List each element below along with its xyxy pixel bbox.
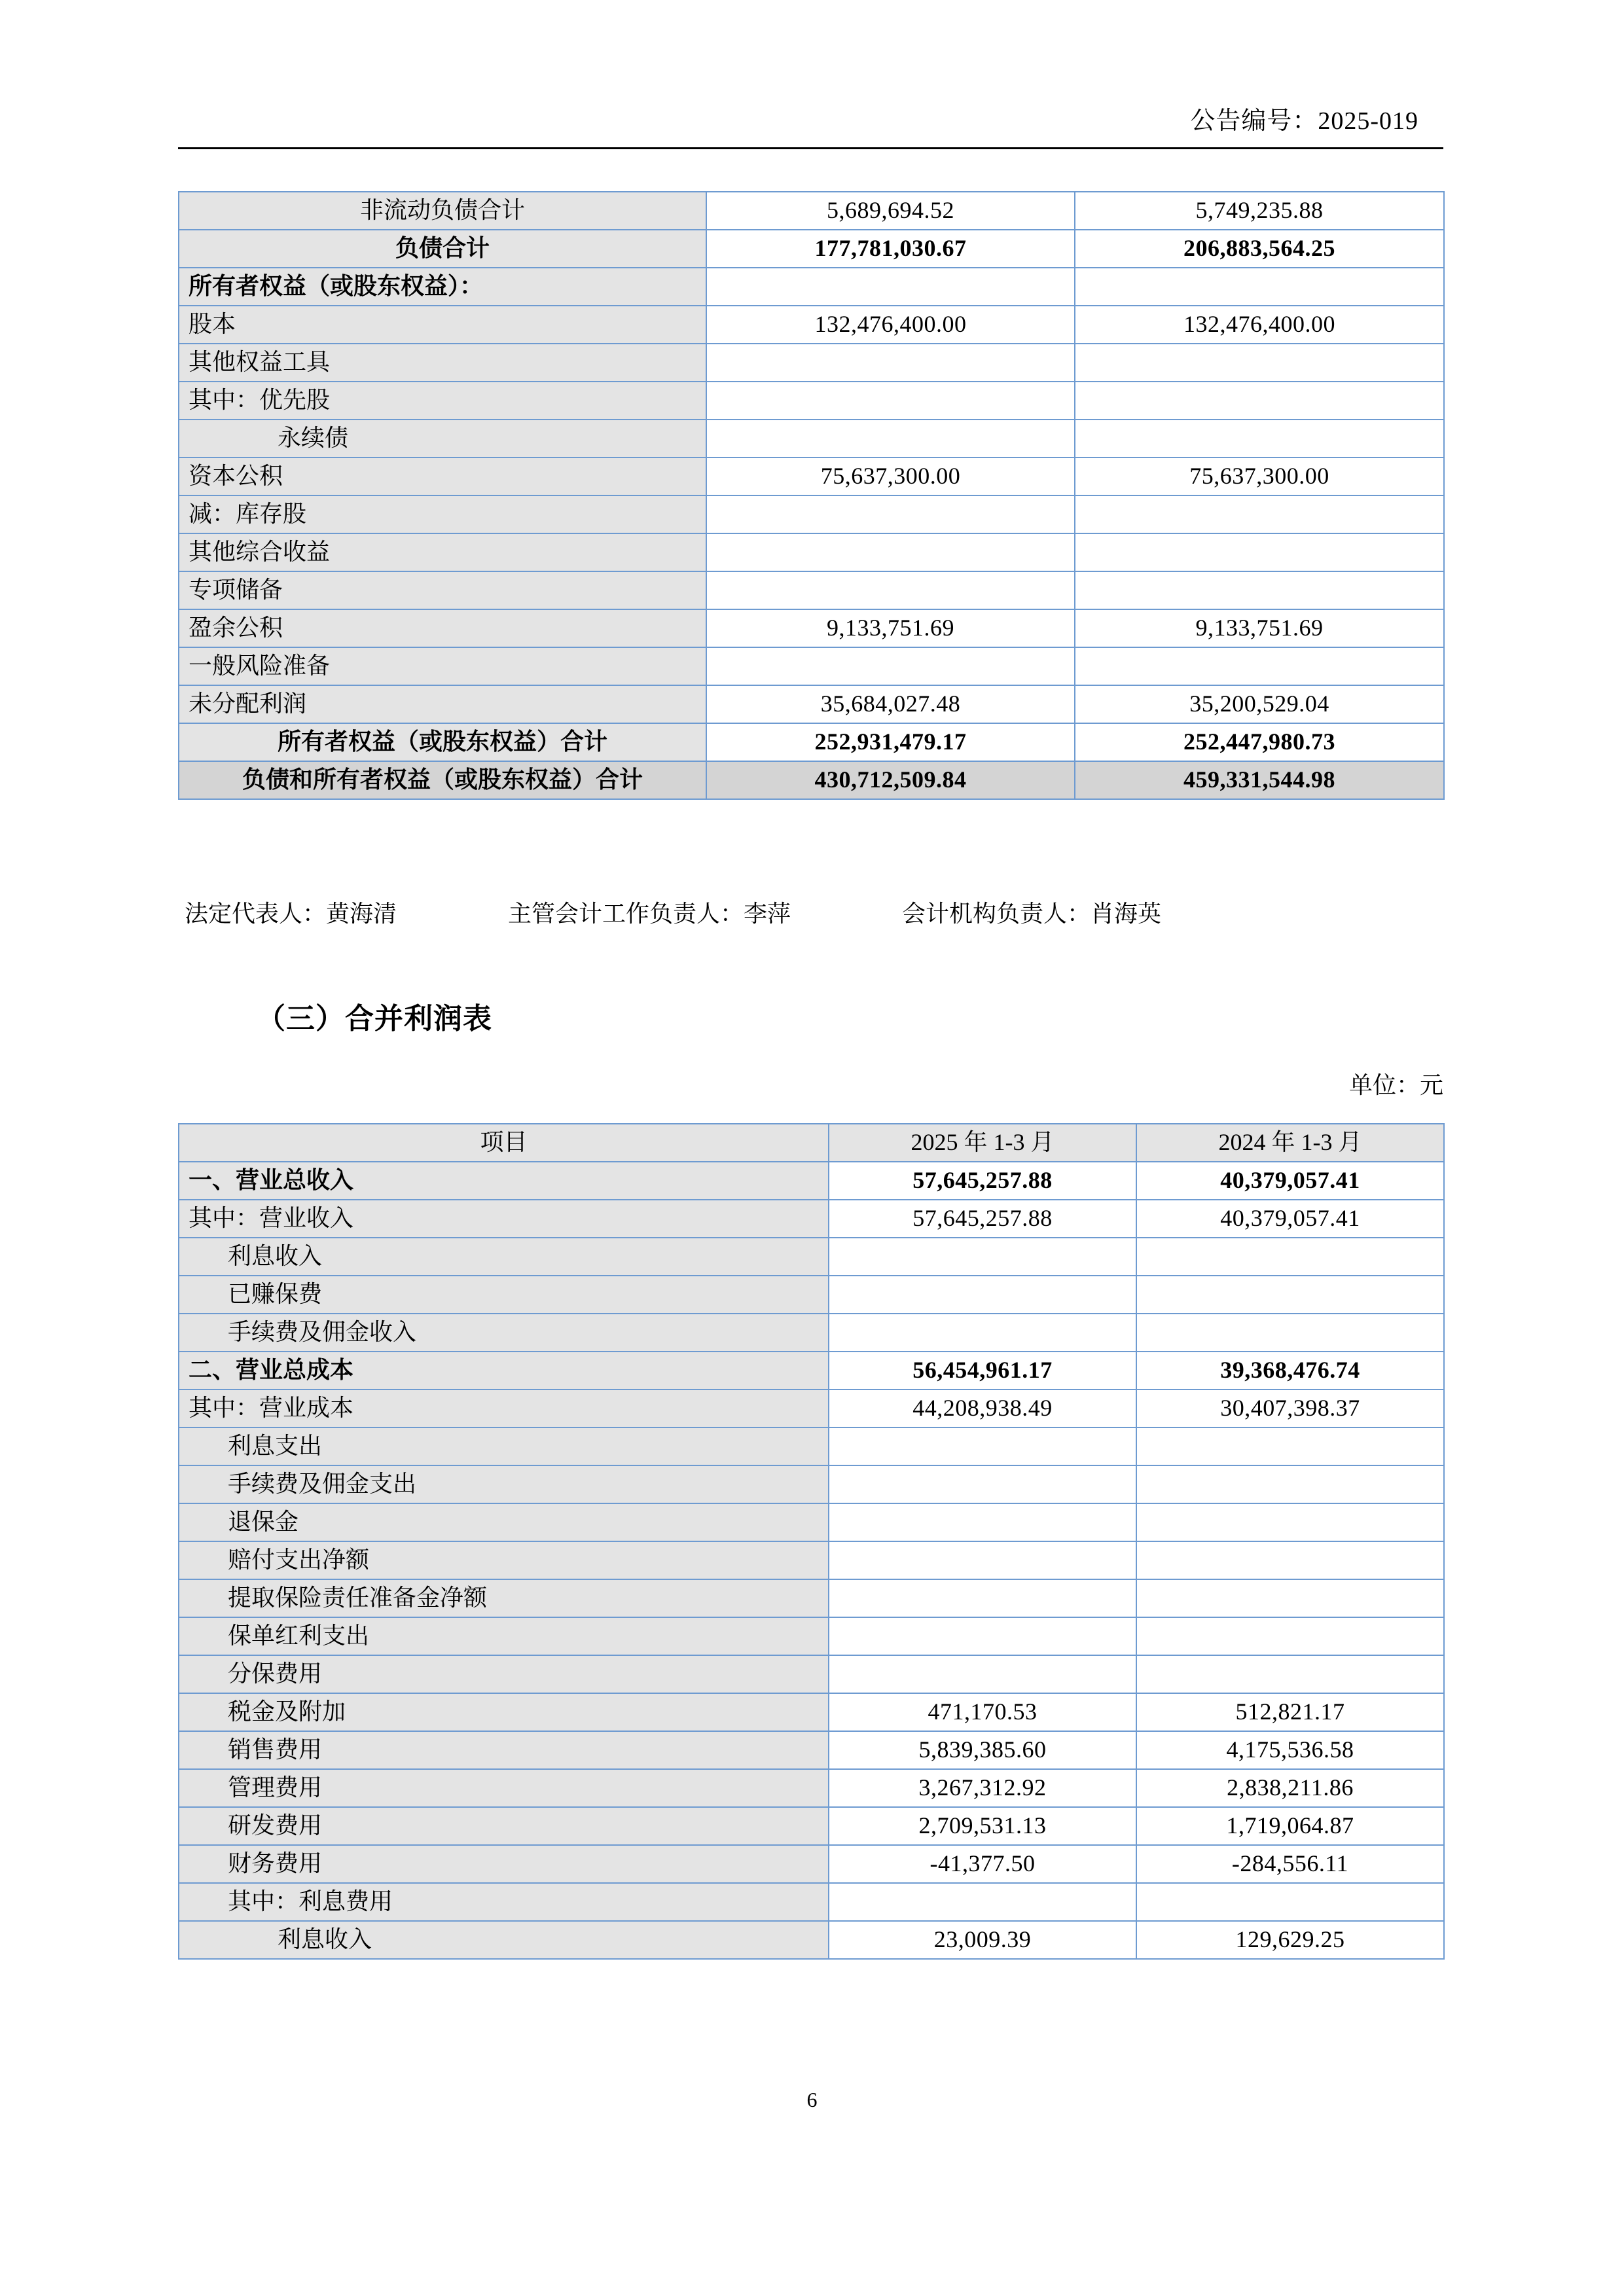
legal-representative: 法定代表人：黄海清: [185, 901, 397, 927]
row-value-prior: [1136, 1579, 1444, 1617]
row-value-prior: [1075, 647, 1444, 685]
row-value-prior: 75,637,300.00: [1075, 457, 1444, 495]
row-value-prior: 30,407,398.37: [1136, 1390, 1444, 1427]
row-value-prior: 512,821.17: [1136, 1693, 1444, 1731]
table-row: [179, 685, 1444, 723]
row-value-current: [829, 1579, 1136, 1617]
table-row: [179, 1162, 1444, 1200]
row-value-current: 23,009.39: [829, 1921, 1136, 1959]
row-label: 其中：利息费用: [179, 1883, 829, 1921]
row-value-current: [706, 344, 1075, 382]
row-label: 其他权益工具: [179, 344, 706, 382]
row-value-current: 252,931,479.17: [706, 723, 1075, 761]
row-value-prior: [1075, 344, 1444, 382]
row-label: 销售费用: [179, 1731, 829, 1769]
table-row: [179, 1465, 1444, 1503]
row-label: 手续费及佣金收入: [179, 1314, 829, 1352]
row-label: 盈余公积: [179, 609, 706, 647]
row-label: 财务费用: [179, 1845, 829, 1883]
table-row: [179, 344, 1444, 382]
row-value-prior: [1136, 1314, 1444, 1352]
table-row: [179, 306, 1444, 344]
row-label: 分保费用: [179, 1655, 829, 1693]
table-row: [179, 723, 1444, 761]
row-label: 税金及附加: [179, 1693, 829, 1731]
row-value-current: 35,684,027.48: [706, 685, 1075, 723]
row-value-current: 5,689,694.52: [706, 192, 1075, 230]
row-value-prior: [1136, 1503, 1444, 1541]
table-row: [179, 1200, 1444, 1238]
row-label: 提取保险责任准备金净额: [179, 1579, 829, 1617]
row-value-prior: [1136, 1465, 1444, 1503]
table-row: [179, 268, 1444, 306]
row-value-prior: [1136, 1238, 1444, 1276]
page-header: [178, 105, 1443, 149]
row-label: 退保金: [179, 1503, 829, 1541]
row-value-current: [829, 1314, 1136, 1352]
row-value-current: 9,133,751.69: [706, 609, 1075, 647]
table-row: [179, 647, 1444, 685]
row-value-current: [706, 495, 1075, 533]
row-value-prior: 459,331,544.98: [1075, 761, 1444, 799]
row-label: 管理费用: [179, 1769, 829, 1807]
row-value-prior: [1075, 533, 1444, 571]
row-label: 一、营业总收入: [179, 1162, 829, 1200]
table-row: [179, 1276, 1444, 1314]
table-row: [179, 457, 1444, 495]
row-label: 资本公积: [179, 457, 706, 495]
table-header-row: [179, 1124, 1444, 1162]
balance-sheet-table: [178, 191, 1445, 800]
table-row: [179, 420, 1444, 457]
row-label: 非流动负债合计: [179, 192, 706, 230]
row-value-prior: 132,476,400.00: [1075, 306, 1444, 344]
row-label: 其他综合收益: [179, 533, 706, 571]
row-value-current: 132,476,400.00: [706, 306, 1075, 344]
row-value-prior: [1136, 1541, 1444, 1579]
row-label: 二、营业总成本: [179, 1352, 829, 1390]
row-value-current: [706, 420, 1075, 457]
column-header-2: 2024 年 1-3 月: [1136, 1124, 1444, 1162]
row-value-current: [706, 571, 1075, 609]
balance-sheet-body: [179, 192, 1444, 799]
row-value-current: -41,377.50: [829, 1845, 1136, 1883]
row-value-current: 75,637,300.00: [706, 457, 1075, 495]
row-value-prior: [1136, 1883, 1444, 1921]
row-value-prior: 39,368,476.74: [1136, 1352, 1444, 1390]
row-label: 未分配利润: [179, 685, 706, 723]
row-value-prior: 9,133,751.69: [1075, 609, 1444, 647]
row-value-prior: 1,719,064.87: [1136, 1807, 1444, 1845]
table-row: [179, 1921, 1444, 1959]
row-value-current: [829, 1883, 1136, 1921]
row-value-current: [829, 1238, 1136, 1276]
table-row: [179, 1352, 1444, 1390]
table-row: [179, 1693, 1444, 1731]
row-value-current: [829, 1617, 1136, 1655]
row-value-current: 430,712,509.84: [706, 761, 1075, 799]
column-header-1: 2025 年 1-3 月: [829, 1124, 1136, 1162]
table-row: [179, 1845, 1444, 1883]
row-value-prior: [1136, 1655, 1444, 1693]
row-value-current: 44,208,938.49: [829, 1390, 1136, 1427]
row-value-current: 57,645,257.88: [829, 1162, 1136, 1200]
row-value-prior: 4,175,536.58: [1136, 1731, 1444, 1769]
table-row: [179, 1579, 1444, 1617]
row-label: 已赚保费: [179, 1276, 829, 1314]
row-value-prior: [1136, 1617, 1444, 1655]
row-label: 所有者权益（或股东权益）：: [179, 268, 706, 306]
table-row: [179, 609, 1444, 647]
row-value-current: [829, 1503, 1136, 1541]
row-value-prior: [1075, 420, 1444, 457]
page-number: 6: [806, 2088, 818, 2111]
row-label: 所有者权益（或股东权益）合计: [179, 723, 706, 761]
row-value-current: 2,709,531.13: [829, 1807, 1136, 1845]
row-value-prior: [1075, 495, 1444, 533]
row-label: 其中：营业成本: [179, 1390, 829, 1427]
row-value-prior: [1075, 571, 1444, 609]
row-label: 保单红利支出: [179, 1617, 829, 1655]
income-statement-table: [178, 1123, 1445, 1960]
table-row: [179, 192, 1444, 230]
table-row: [179, 382, 1444, 420]
row-label: 负债和所有者权益（或股东权益）合计: [179, 761, 706, 799]
row-label: 一般风险准备: [179, 647, 706, 685]
row-value-current: [706, 382, 1075, 420]
row-value-current: 3,267,312.92: [829, 1769, 1136, 1807]
row-label: 负债合计: [179, 230, 706, 268]
table-row: [179, 1883, 1444, 1921]
row-value-current: [706, 268, 1075, 306]
table-row: [179, 1238, 1444, 1276]
accounting-officer: 主管会计工作负责人：李萍: [508, 901, 791, 927]
row-label: 利息支出: [179, 1427, 829, 1465]
section-heading: （三）合并利润表: [257, 1003, 492, 1035]
row-value-prior: 5,749,235.88: [1075, 192, 1444, 230]
row-value-current: [829, 1276, 1136, 1314]
table-row: [179, 1769, 1444, 1807]
row-value-prior: [1075, 268, 1444, 306]
table-row: [179, 495, 1444, 533]
row-value-current: [829, 1427, 1136, 1465]
row-label: 其中：优先股: [179, 382, 706, 420]
announcement-code: 公告编号：2025-019: [1190, 107, 1418, 135]
table-row: [179, 1731, 1444, 1769]
row-value-current: [706, 533, 1075, 571]
row-value-prior: 40,379,057.41: [1136, 1200, 1444, 1238]
table-row: [179, 1617, 1444, 1655]
table-row: [179, 1541, 1444, 1579]
row-label: 赔付支出净额: [179, 1541, 829, 1579]
row-value-current: 56,454,961.17: [829, 1352, 1136, 1390]
table-row: [179, 230, 1444, 268]
row-value-prior: 206,883,564.25: [1075, 230, 1444, 268]
row-label: 专项储备: [179, 571, 706, 609]
row-value-prior: [1075, 382, 1444, 420]
row-label: 股本: [179, 306, 706, 344]
row-label: 利息收入: [179, 1921, 829, 1959]
row-value-prior: 35,200,529.04: [1075, 685, 1444, 723]
row-label: 减：库存股: [179, 495, 706, 533]
header-divider: [178, 147, 1443, 149]
table-row: [179, 1503, 1444, 1541]
table-row: [179, 1655, 1444, 1693]
signatory-line: [178, 895, 1443, 929]
table-row: [179, 1807, 1444, 1845]
income-statement-body: [179, 1124, 1444, 1959]
row-label: 手续费及佣金支出: [179, 1465, 829, 1503]
table-row: [179, 1314, 1444, 1352]
row-value-prior: -284,556.11: [1136, 1845, 1444, 1883]
row-value-prior: 2,838,211.86: [1136, 1769, 1444, 1807]
row-value-prior: [1136, 1427, 1444, 1465]
row-label: 永续债: [179, 420, 706, 457]
row-value-current: 5,839,385.60: [829, 1731, 1136, 1769]
table-row: [179, 1427, 1444, 1465]
table-row: [179, 1390, 1444, 1427]
table-row: [179, 533, 1444, 571]
row-value-current: [829, 1541, 1136, 1579]
row-value-prior: [1136, 1276, 1444, 1314]
row-value-current: [706, 647, 1075, 685]
row-value-current: 57,645,257.88: [829, 1200, 1136, 1238]
row-value-current: 177,781,030.67: [706, 230, 1075, 268]
row-label: 其中：营业收入: [179, 1200, 829, 1238]
column-header-0: 项目: [179, 1124, 829, 1162]
row-value-prior: 129,629.25: [1136, 1921, 1444, 1959]
row-value-prior: 252,447,980.73: [1075, 723, 1444, 761]
row-label: 研发费用: [179, 1807, 829, 1845]
table-row: [179, 761, 1444, 799]
row-value-current: 471,170.53: [829, 1693, 1136, 1731]
table-row: [179, 571, 1444, 609]
unit-label: 单位：元: [1348, 1072, 1443, 1098]
accounting-institution-head: 会计机构负责人：肖海英: [902, 901, 1162, 927]
row-value-current: [829, 1655, 1136, 1693]
row-label: 利息收入: [179, 1238, 829, 1276]
row-value-current: [829, 1465, 1136, 1503]
row-value-prior: 40,379,057.41: [1136, 1162, 1444, 1200]
